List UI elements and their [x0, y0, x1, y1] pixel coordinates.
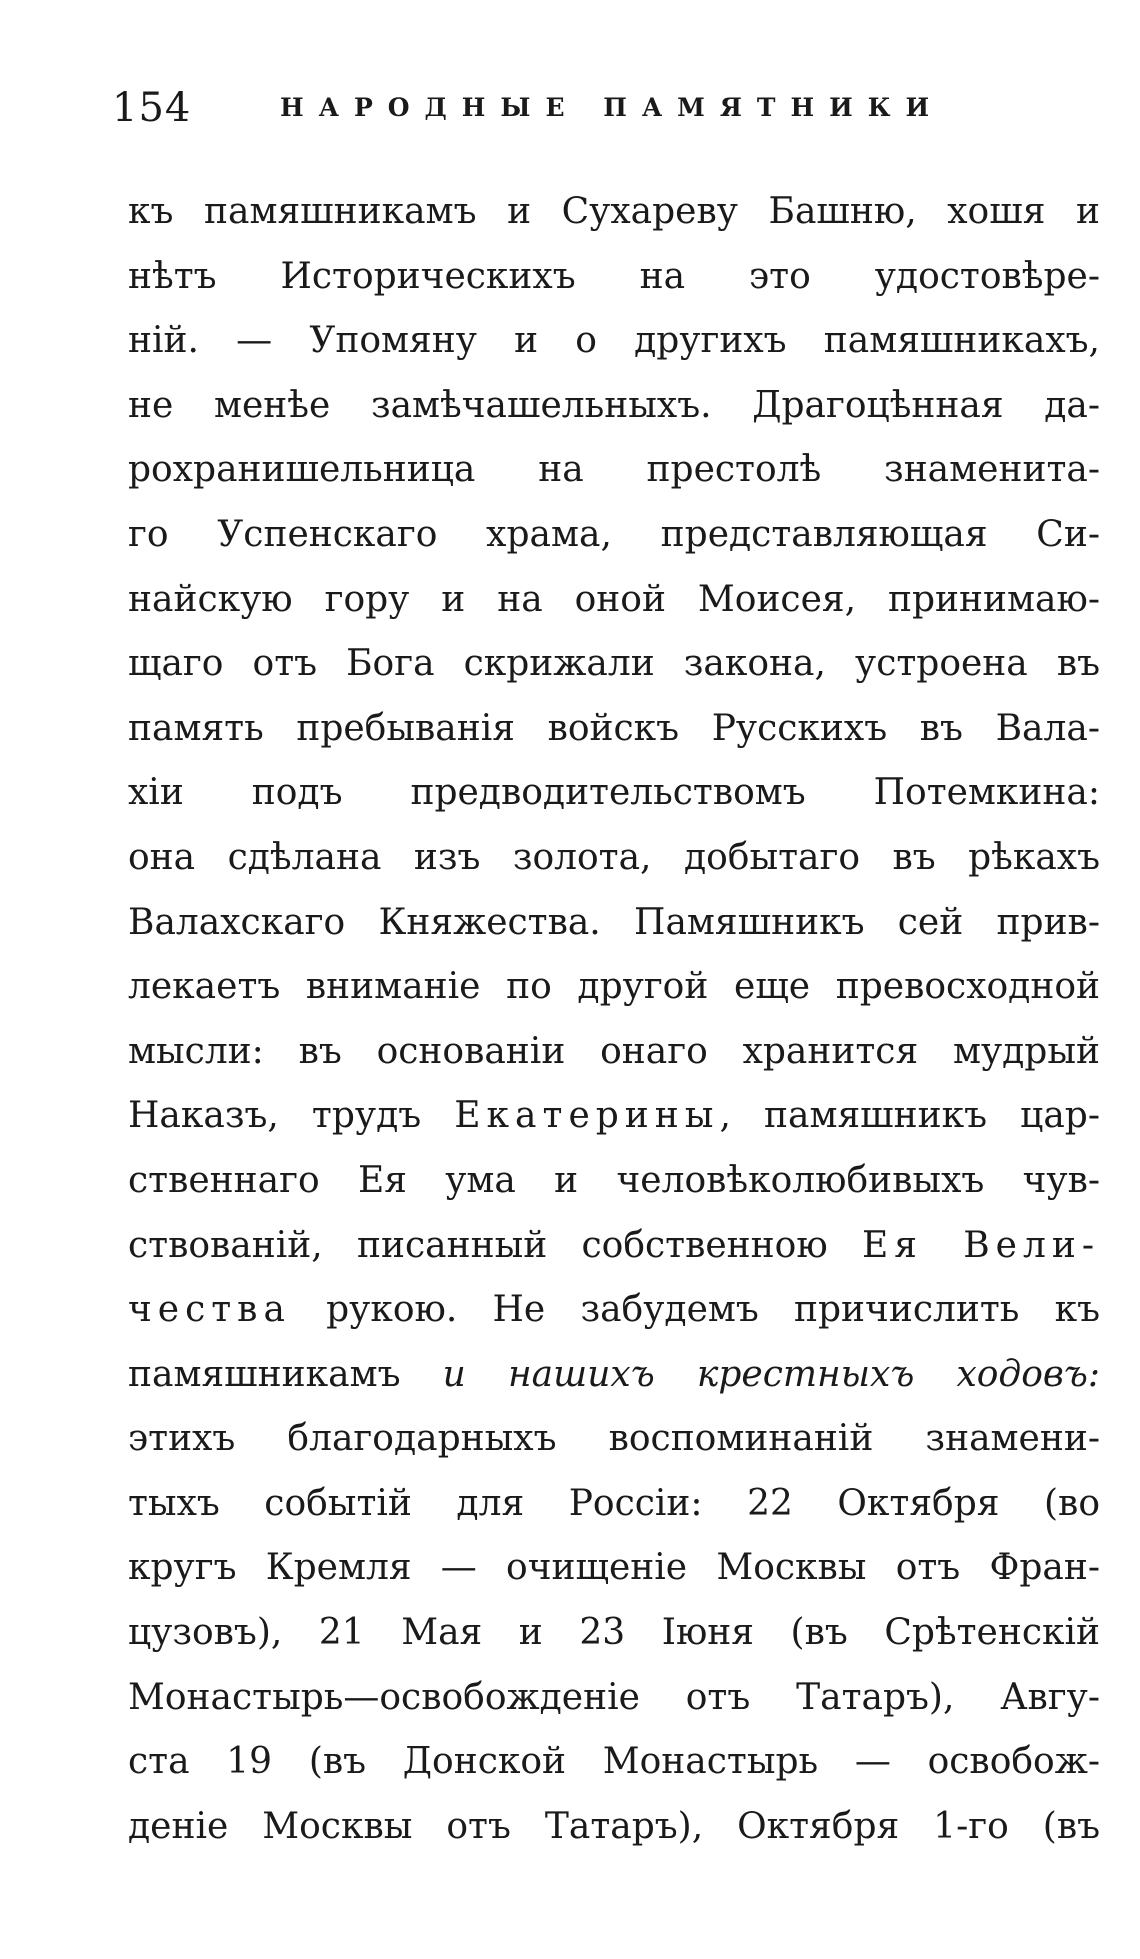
- line-text: къ памяшникамъ и Сухареву Башню, хошя и: [128, 191, 1100, 232]
- line-text: лекаетъ вниманіе по другой еще превосходной: [128, 966, 1100, 1008]
- text-line: [128, 826, 1100, 891]
- text-line: [128, 1020, 1100, 1085]
- body-text: [128, 180, 1100, 1859]
- line-text: деніе Москвы отъ Татаръ), Октября 1-го (въ: [128, 1805, 1100, 1847]
- line-text: рохранишельница на престолѣ знаменита-: [128, 449, 1100, 491]
- line-text: цузовъ), 21 Мая и 23 Іюня (въ Срѣтенскій: [128, 1612, 1100, 1654]
- line-text: найскую гору и на оной Моисея, принимаю-: [128, 578, 1100, 620]
- page-number: 154: [112, 85, 192, 131]
- line-text: не менѣе замѣчашельныхъ. Драгоцѣнная да-: [128, 384, 1100, 426]
- text-line: [128, 568, 1100, 633]
- line-text: Монастырь—освобожденіе отъ Татаръ), Авгу-: [128, 1676, 1100, 1718]
- text-line: [128, 632, 1100, 697]
- line-text: Валахскаго Княжества. Памяшникъ сей прив-: [128, 901, 1100, 943]
- line-text: памяшникамъ: [128, 1353, 443, 1395]
- line-text: го Успенскаго храма, представляющая Си-: [128, 513, 1100, 555]
- text-line: [128, 1795, 1100, 1860]
- line-text: ствованій, писанный собственною: [128, 1224, 862, 1266]
- text-line: [128, 1343, 1100, 1408]
- text-line: [128, 309, 1100, 374]
- spaced-title-velichestva: Ея Вели-: [861, 1224, 1100, 1266]
- text-line: [128, 1149, 1100, 1214]
- line-text: щаго отъ Бога скрижали закона, устроена въ: [128, 643, 1100, 685]
- text-line: [128, 1214, 1100, 1279]
- text-line: [128, 180, 1100, 245]
- line-text: рукою. Не забудемъ причислить къ: [290, 1289, 1100, 1331]
- line-text: ній. — Упомяну и о другихъ памяшникахъ,: [128, 320, 1100, 362]
- line-text: , памяшникъ цар-: [719, 1095, 1100, 1137]
- running-head: НАРОДНЫЕ ПАМЯТНИКИ: [280, 93, 945, 122]
- text-line: [128, 374, 1100, 439]
- page-header: [112, 78, 1112, 138]
- line-text: этихъ благодарныхъ воспоминаній знамени-: [128, 1418, 1100, 1460]
- text-line: [128, 955, 1100, 1020]
- spaced-name-ekaterina: Екатерины: [454, 1095, 720, 1137]
- line-text: ственнаго Ея ума и человѣколюбивыхъ чув-: [128, 1159, 1100, 1201]
- line-text: она сдѣлана изъ золота, добытаго въ рѣкахъ: [128, 836, 1100, 878]
- line-text: тыхъ событій для Россіи: 22 Октября (во: [128, 1482, 1100, 1524]
- spaced-title-velichestva-end: чества: [128, 1289, 291, 1331]
- text-line: [128, 1601, 1100, 1666]
- italic-phrase: и нашихъ крестныхъ ходовъ:: [442, 1353, 1100, 1395]
- text-line: [128, 1666, 1100, 1731]
- text-line: [128, 697, 1100, 762]
- line-text: кругъ Кремля — очищеніе Москвы отъ Фран-: [128, 1547, 1100, 1589]
- line-text: память пребыванія войскъ Русскихъ въ Вала-: [128, 707, 1100, 749]
- line-text: ста 19 (въ Донской Монастырь — освобож-: [128, 1741, 1100, 1783]
- text-line: [128, 1084, 1100, 1149]
- text-line: [128, 438, 1100, 503]
- line-text: Наказъ, трудъ: [128, 1095, 455, 1137]
- text-line: [128, 1278, 1100, 1343]
- text-line: [128, 1730, 1100, 1795]
- text-line: [128, 761, 1100, 826]
- text-line: [128, 1536, 1100, 1601]
- text-line: [128, 503, 1100, 568]
- line-text: нѣтъ Историческихъ на это удостовѣре-: [128, 255, 1100, 297]
- line-text: мысли: въ основаніи онаго хранится мудрый: [128, 1030, 1100, 1072]
- text-line: [128, 245, 1100, 310]
- text-line: [128, 1407, 1100, 1472]
- line-text: хіи подъ предводительствомъ Потемкина:: [128, 772, 1100, 814]
- text-line: [128, 1472, 1100, 1537]
- text-line: [128, 891, 1100, 956]
